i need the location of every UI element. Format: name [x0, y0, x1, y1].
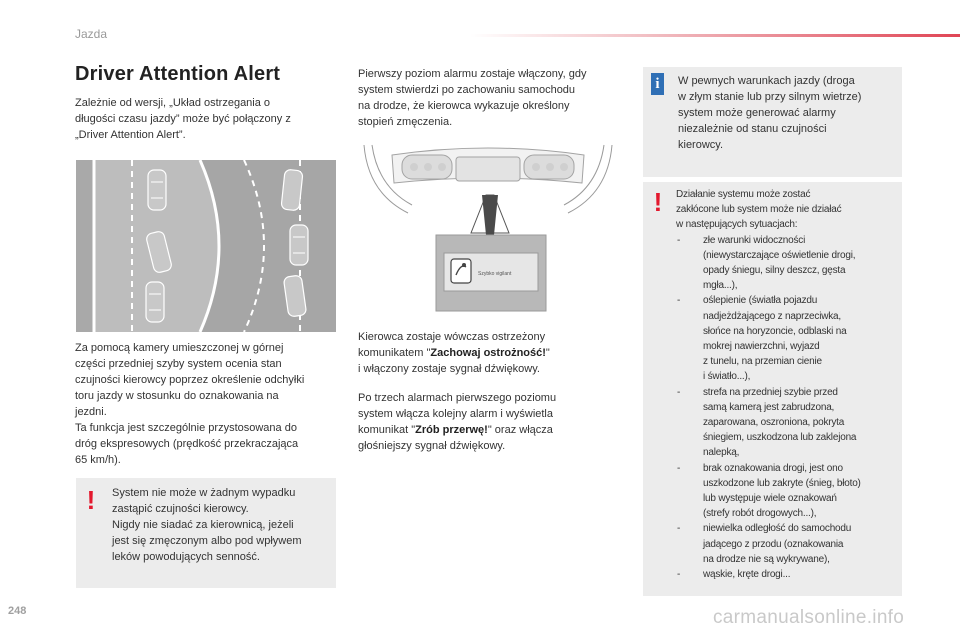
text-line: z tunelu, na przemian cienie — [703, 356, 822, 368]
text-line: zastąpić czujności kierowcy. — [112, 503, 249, 515]
list-dash: - — [677, 234, 681, 246]
text-line: system stwierdzi po zachowaniu samochodu — [358, 84, 576, 96]
text-line: Pierwszy poziom alarmu zostaje włączony, gdy — [358, 68, 587, 80]
text-line: brak oznakowania drogi, jest ono — [703, 462, 843, 474]
text-line: oślepienie (światła pojazdu — [703, 295, 818, 307]
text-line: " — [545, 347, 550, 359]
warning-intro — [676, 187, 898, 233]
intro-paragraph — [75, 95, 335, 143]
text-line: słońce na horyzoncie, odblaski na — [703, 325, 847, 337]
alarm-level1-paragraph — [358, 66, 623, 130]
text-line: nalepką, — [703, 447, 740, 459]
conditions-list — [676, 233, 898, 583]
alarm-level2-paragraph — [358, 390, 623, 454]
text-line: jezdni. — [75, 406, 107, 418]
warning-text-left — [112, 485, 332, 565]
list-dash: - — [677, 386, 681, 398]
header-divider — [470, 34, 960, 37]
text-line: jest się zmęczonym albo pod wpływem — [112, 535, 302, 547]
text-line: leków powodujących senność. — [112, 551, 260, 563]
text-line: Za pomocą kamery umieszczonej w górnej — [75, 342, 284, 354]
text-line: Działanie systemu może zostać — [676, 189, 811, 200]
list-dash: - — [677, 295, 681, 307]
text-line: w następujących sytuacjach: — [676, 219, 798, 231]
text-line: wąskie, kręte drogi... — [703, 569, 791, 581]
text-line: Zależnie od wersji, „Układ ostrzegania o — [75, 97, 271, 109]
info-icon: i — [651, 73, 664, 95]
alarm-message-paragraph — [358, 329, 623, 377]
text-line: na drodze nie są wykrywane), — [703, 553, 830, 565]
text-line: jadącego z przodu (oznakowania — [703, 538, 844, 550]
list-dash: - — [677, 523, 681, 535]
text-line: opady śniegu, silny deszcz, gęsta — [703, 265, 846, 277]
text-line: W pewnych warunkach jazdy (droga — [678, 75, 855, 87]
text-line: złe warunki widoczności — [703, 234, 806, 246]
text-line: zaparowana, oszroniona, pokryta — [703, 417, 845, 429]
text-line: komunikatem " — [358, 347, 431, 359]
text-line: system włącza kolejny alarm i wyświetla — [358, 408, 553, 420]
warning-exclamation-icon: ! — [86, 485, 96, 515]
text-line: czujności kierowcy poprzez określenie odchyłki — [75, 374, 305, 386]
text-line: zakłócone lub system może nie działać — [676, 204, 842, 216]
text-line: Nigdy nie siadać za kierownicą, jeżeli — [112, 519, 294, 531]
text-line: i światło...), — [703, 371, 751, 383]
text-line: kierowcy. — [678, 139, 724, 151]
list-item — [676, 293, 898, 384]
text-line: mgła...), — [703, 280, 738, 292]
page-title: Driver Attention Alert — [75, 63, 281, 85]
instrument-cluster-drawing — [360, 143, 616, 315]
text-line: niezależnie od stanu czujności — [678, 123, 827, 135]
text-line: uszkodzone lub zakryte (śnieg, błoto) — [703, 477, 861, 489]
text-line: system może generować alarmy — [678, 107, 836, 119]
list-dash: - — [677, 462, 681, 474]
text-line: głośniejszy sygnał dźwiękowy. — [358, 440, 506, 452]
text-line: Ta funkcja jest szczególnie przystosowana do — [75, 422, 297, 434]
text-line: i włączony zostaje sygnał dźwiękowy. — [358, 363, 540, 375]
text-line: w złym stanie lub przy silnym wietrze) — [678, 91, 862, 103]
list-item — [676, 521, 898, 567]
text-line: nadjeżdżającego z naprzeciwka, — [703, 310, 841, 322]
text-line: samą kamerą jest zabrudzona, — [703, 401, 835, 413]
instrument-cluster-illustration — [360, 143, 616, 315]
list-item — [676, 385, 898, 461]
text-line: „Driver Attention Alert”. — [75, 129, 186, 141]
warning-exclamation-icon: ! — [653, 187, 663, 217]
cluster-message-text: Szybko vigilant — [478, 271, 512, 277]
message-take-break: Zrób przerwę! — [415, 424, 488, 436]
watermark-link[interactable]: carmanualsonline.info — [713, 607, 905, 628]
text-line: toru jazdy w stosunku do oznakowania na — [75, 390, 279, 402]
text-line: niewielka odległość do samochodu — [703, 523, 852, 535]
text-line: dróg ekspresowych (prędkość przekraczająca — [75, 438, 299, 450]
list-item — [676, 233, 898, 294]
text-line: strefa na przedniej szybie przed — [703, 386, 838, 398]
text-line: lub występuje wiele oznakowań — [703, 493, 837, 505]
info-text — [678, 73, 898, 153]
page-number: 248 — [8, 605, 27, 617]
text-line: komunikat " — [358, 424, 416, 436]
text-line: śniegiem, uszkodzona lub zaklejona — [703, 432, 857, 444]
body-paragraph — [75, 340, 340, 468]
list-item — [676, 461, 898, 522]
text-line: części przedniej szyby system ocenia stan — [75, 358, 282, 370]
text-line: " oraz włącza — [487, 424, 553, 436]
warning-conditions — [676, 187, 898, 582]
text-line: Kierowca zostaje wówczas ostrzeżony — [358, 331, 546, 343]
text-line: długości czasu jazdy” może być połączony z — [75, 113, 291, 125]
text-line: (strefy robót drogowych...), — [703, 508, 817, 520]
lane-drift-drawing — [76, 160, 336, 332]
text-line: stopień zmęczenia. — [358, 116, 453, 128]
message-caution: Zachowaj ostrożność! — [430, 347, 546, 359]
text-line: Po trzech alarmach pierwszego poziomu — [358, 392, 557, 404]
list-dash: - — [677, 569, 681, 581]
text-line: (niewystarczające oświetlenie drogi, — [703, 249, 856, 261]
lane-drift-illustration — [76, 160, 336, 332]
section-header: Jazda — [75, 27, 108, 41]
text-line: System nie może w żadnym wypadku — [112, 487, 296, 499]
text-line: 65 km/h). — [75, 454, 121, 466]
list-item — [676, 567, 898, 582]
text-line: mokrej nawierzchni, wyjazd — [703, 341, 820, 353]
text-line: na drodze, że kierowca wykazuje określony — [358, 100, 570, 112]
